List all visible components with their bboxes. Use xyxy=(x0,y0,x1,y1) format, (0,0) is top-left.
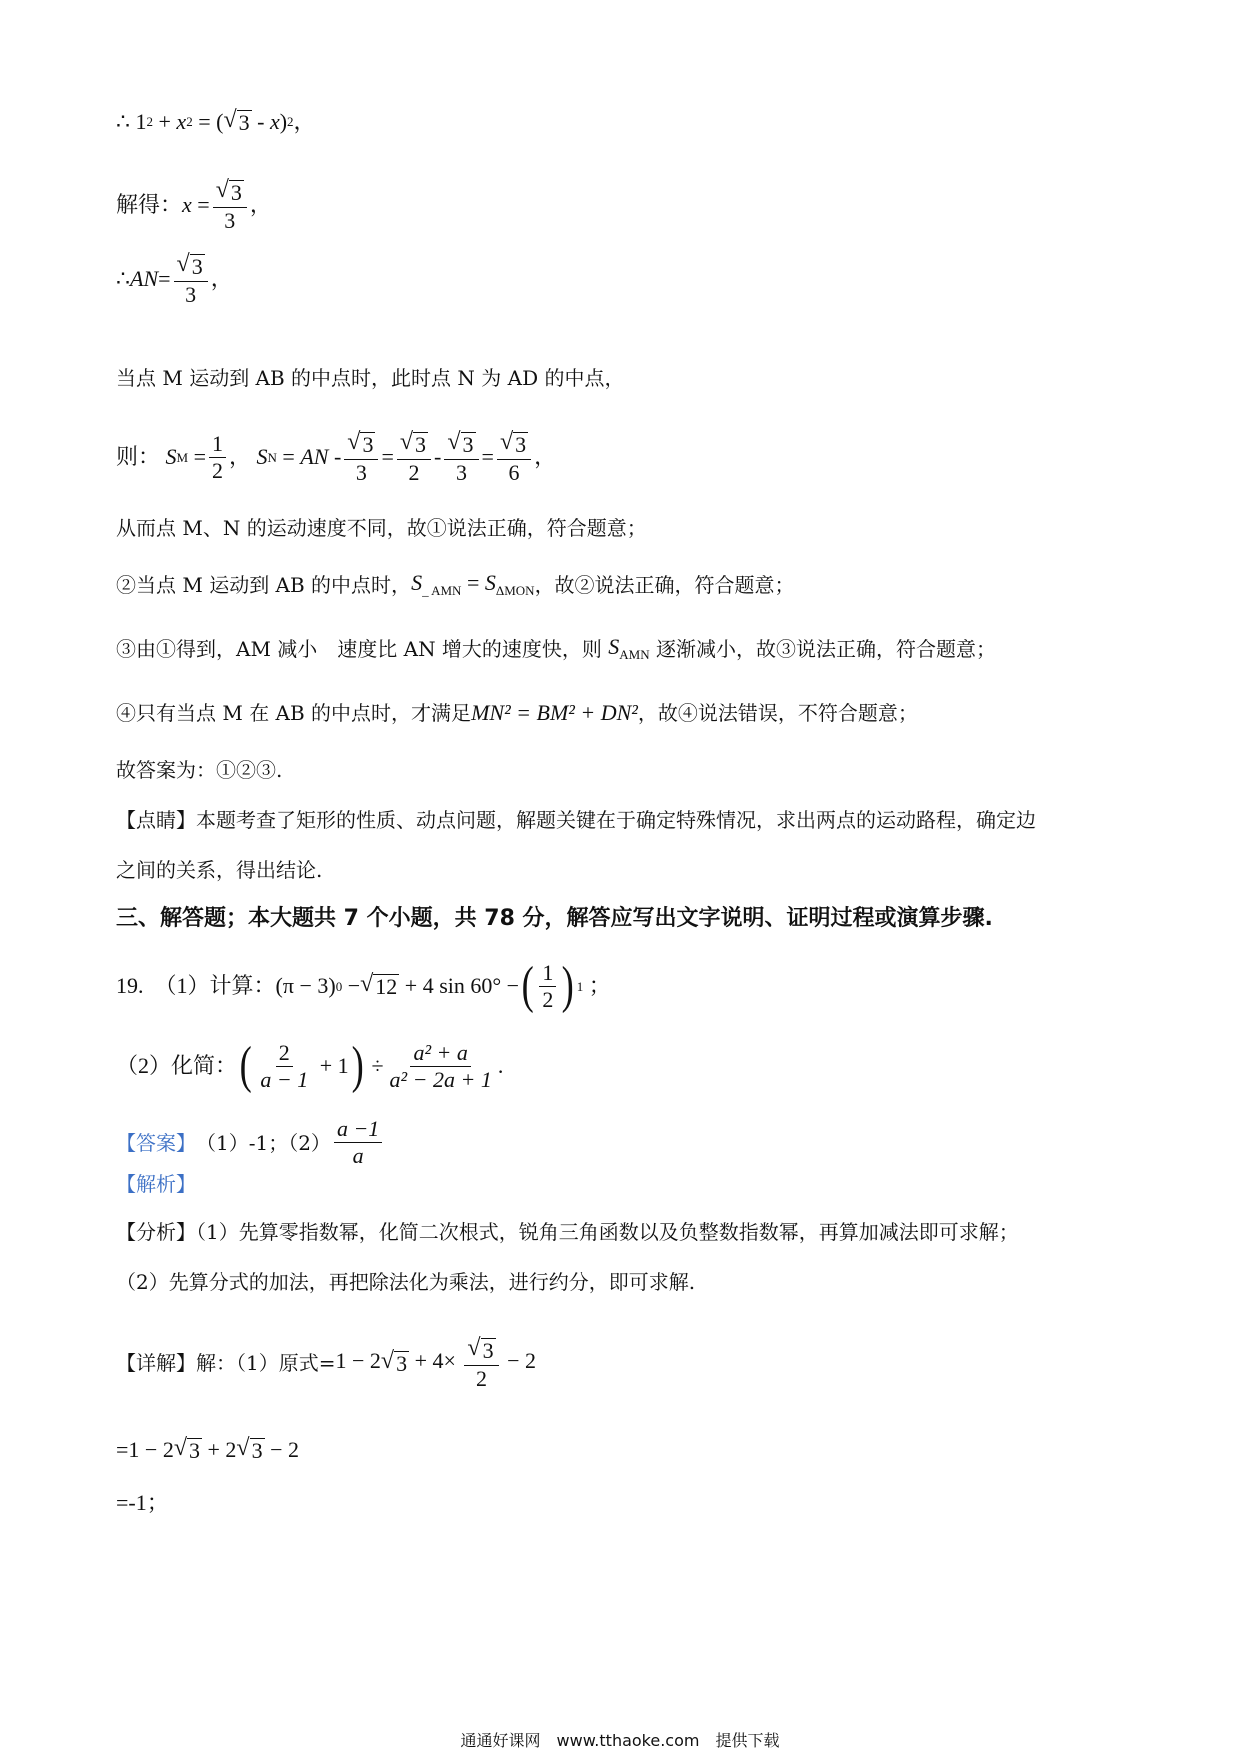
operator: − xyxy=(347,973,361,998)
punct: ， xyxy=(229,444,252,470)
subscript: AMN xyxy=(619,647,650,662)
exponent: 2 xyxy=(186,114,193,130)
numerator: 2 xyxy=(276,1042,293,1067)
paren: ) xyxy=(279,108,288,134)
equation-line-1 xyxy=(116,108,316,135)
area-symbol xyxy=(608,636,649,661)
sqrt: √ 12 xyxy=(360,971,398,1000)
paren: ( xyxy=(239,1037,252,1094)
radicand: 3 xyxy=(415,432,427,457)
exponent: 0 xyxy=(335,978,343,994)
operator: - xyxy=(257,108,265,134)
fraction xyxy=(334,1118,382,1167)
text-line-7 xyxy=(116,572,795,597)
operator: + xyxy=(158,108,171,134)
term: 1 xyxy=(135,108,147,134)
operator: - xyxy=(434,444,442,470)
fraction xyxy=(387,1039,495,1092)
punct: ， xyxy=(249,192,272,218)
fraction: √ 3 3 xyxy=(213,178,247,232)
radicand: 3 xyxy=(251,1438,263,1463)
subscript: ΔMON xyxy=(495,583,535,598)
denominator: 2 xyxy=(212,457,223,483)
comment-line-1: 【点睛】本题考查了矩形的性质、动点问题，解题关键在于确定特殊情况，求出两点的运动路程，确定边 xyxy=(116,808,1036,832)
radicand: 3 xyxy=(189,1438,200,1463)
variable: S xyxy=(484,570,496,595)
denominator: a − 1 xyxy=(260,1066,309,1092)
numerator: a² + a xyxy=(410,1042,470,1067)
radicand: 3 xyxy=(362,432,374,457)
detail-line xyxy=(116,1336,536,1390)
term: =1 − 2 xyxy=(116,1436,174,1462)
fraction: √ 3 6 xyxy=(497,430,531,484)
fraction: √ 3 2 xyxy=(397,430,431,484)
analysis-line-2: （2）先算分式的加法，再把除法化为乘法，进行约分，即可求解. xyxy=(116,1270,696,1294)
term: + 4× xyxy=(414,1348,456,1374)
label: 解得： xyxy=(116,192,183,218)
term: − 2 xyxy=(507,1348,536,1374)
punct: ， xyxy=(210,266,233,292)
denominator: 2 xyxy=(408,460,420,486)
radicand: 3 xyxy=(515,432,527,457)
variable: S xyxy=(411,570,423,595)
text-line-8 xyxy=(116,636,996,661)
text: ②当点 M 运动到 AB 的中点时， xyxy=(116,572,412,597)
exponent: 2 xyxy=(287,114,294,130)
numerator: a −1 xyxy=(334,1118,382,1143)
step-line-2: =1 − 2 √ 3 + 2 √ 3 − 2 xyxy=(116,1435,300,1463)
denominator: 2 xyxy=(475,1366,487,1392)
label: 【详解】解：（1）原式= xyxy=(116,1351,336,1376)
text: ，故④说法错误，不符合题意； xyxy=(637,701,918,725)
variable: S xyxy=(165,444,177,470)
denominator: 2 xyxy=(542,986,554,1012)
radicand: 3 xyxy=(191,254,203,279)
fraction xyxy=(209,430,226,483)
text: 逐渐减小，故③说法正确，符合题意； xyxy=(656,636,996,661)
fraction: √ 3 3 xyxy=(344,430,378,484)
question-number: 19. xyxy=(116,973,144,998)
operator: = xyxy=(197,192,210,218)
text: ④只有当点 M 在 AB 的中点时，才满足 xyxy=(116,701,472,725)
denominator: a xyxy=(352,1143,364,1168)
text: ③由①得到，AM 减小 速度比 AN 增大的速度快，则 xyxy=(116,636,602,661)
variable: S xyxy=(608,634,620,659)
numerator: 1 xyxy=(209,433,226,458)
radicand: 3 xyxy=(238,110,250,135)
denominator: 6 xyxy=(508,460,520,486)
therefore-symbol: ∴ xyxy=(116,108,130,134)
term: + 4 sin 60° xyxy=(404,973,502,998)
fraction: √ 3 3 xyxy=(174,252,208,306)
denominator: 3 xyxy=(355,460,367,486)
radicand: 12 xyxy=(375,974,398,1000)
variable: AN xyxy=(300,444,329,470)
equation: MN² = BM² + DN² xyxy=(471,700,638,725)
fraction xyxy=(539,959,556,1012)
operator: − xyxy=(506,973,520,998)
equation-line-5 xyxy=(116,430,556,484)
numerator: 1 xyxy=(539,962,556,987)
paren: ( xyxy=(216,108,224,134)
exponent: 2 xyxy=(146,114,153,130)
variable: AN xyxy=(130,266,159,292)
paren: ) xyxy=(562,957,575,1014)
denominator: a² − 2a + 1 xyxy=(389,1066,492,1092)
term: (π − 3) xyxy=(275,973,336,998)
punct: ， xyxy=(534,444,557,470)
radicand: 3 xyxy=(230,180,242,205)
paren: ( xyxy=(521,957,534,1014)
operator: = xyxy=(198,108,211,134)
subscript: N xyxy=(267,449,277,465)
section-heading: 三、解答题；本大题共 7 个小题，共 78 分，解答应写出文字说明、证明过程或演算步骤. xyxy=(116,906,993,931)
operator: = xyxy=(282,444,295,470)
term: 1 − 2 xyxy=(335,1348,381,1374)
area-equation xyxy=(411,572,535,597)
denominator: 3 xyxy=(185,282,197,308)
punct: ， xyxy=(293,108,316,134)
question-19-part-1 xyxy=(116,957,611,1014)
punct: ； xyxy=(588,973,611,998)
text-line-4: 当点 M 运动到 AB 的中点时，此时点 N 为 AD 的中点， xyxy=(116,366,625,390)
punct: . xyxy=(497,1053,504,1078)
analysis-line-1: 【分析】（1）先算零指数幂，化简二次根式，锐角三角函数以及负整数指数幂，再算加减法即可求解； xyxy=(116,1220,1019,1244)
label: （2）化简： xyxy=(116,1053,238,1078)
answer-label: 【答案】 xyxy=(116,1130,196,1155)
term: − 2 xyxy=(270,1436,300,1462)
comment-line-2: 之间的关系，得出结论. xyxy=(116,858,323,882)
radicand: 3 xyxy=(462,432,474,457)
text-line-9 xyxy=(116,702,918,724)
radicand: 3 xyxy=(482,1338,494,1363)
radicand: 3 xyxy=(396,1351,408,1377)
therefore-symbol: ∴ xyxy=(116,266,130,292)
denominator: 3 xyxy=(455,460,467,486)
equation-line-3 xyxy=(116,252,233,306)
paren: ) xyxy=(351,1037,364,1094)
question-19-part-2 xyxy=(116,1037,504,1094)
fraction: √ 3 3 xyxy=(444,430,478,484)
variable: x xyxy=(182,192,192,218)
text-line-6: 从而点 M、N 的运动速度不同，故①说法正确，符合题意； xyxy=(116,516,647,540)
text-line-10: 故答案为：①②③. xyxy=(116,758,283,782)
equation-line-2 xyxy=(116,178,272,232)
label: （1）计算： xyxy=(154,973,276,998)
answer-text: （1）-1；（2） xyxy=(196,1130,331,1155)
variable: S xyxy=(256,444,268,470)
label: 则： xyxy=(116,444,161,470)
operator: = xyxy=(481,444,494,470)
subscript: _ AMN xyxy=(422,583,462,598)
denominator: 3 xyxy=(224,208,236,234)
operator: = xyxy=(193,444,206,470)
analysis-label: 【解析】 xyxy=(116,1172,196,1196)
text: ，故②说法正确，符合题意； xyxy=(534,572,795,597)
answer-line xyxy=(116,1118,385,1167)
exponent: 1 xyxy=(576,978,584,994)
term: + 2 xyxy=(207,1436,237,1462)
variable: x xyxy=(269,108,280,134)
footer: 通通好课网 www.tthaoke.com 提供下载 xyxy=(460,1731,780,1750)
term: + 1 xyxy=(319,1053,349,1078)
operator: ÷ xyxy=(371,1053,384,1078)
detail-expression: 1 − 2 √ 3 + 4× √ 3 2 − 2 xyxy=(335,1335,536,1392)
subscript: M xyxy=(176,449,189,465)
operator: = xyxy=(466,570,480,595)
operator: - xyxy=(333,444,342,470)
step-line-3: =-1； xyxy=(116,1490,169,1515)
operator: = xyxy=(158,266,171,292)
variable: x xyxy=(176,108,187,134)
operator: = xyxy=(381,444,394,470)
fraction xyxy=(257,1039,311,1092)
sqrt: √ 3 xyxy=(223,107,250,135)
